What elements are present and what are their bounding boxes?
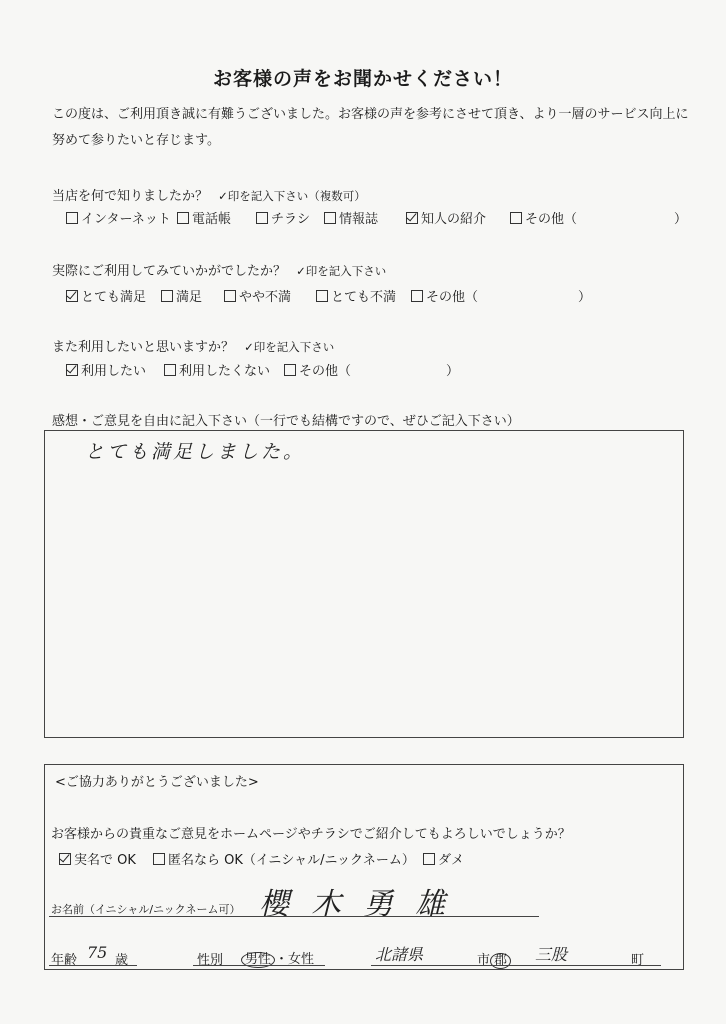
county-circled[interactable]: 郡: [490, 953, 511, 969]
question-3-text: また利用したいと思いますか？: [52, 340, 235, 355]
checkbox-icon[interactable]: [177, 212, 189, 224]
checkbox-icon[interactable]: [284, 364, 296, 376]
thanks-text: <ご協力ありがとうございました>: [55, 775, 259, 790]
check-mark-icon: ✓: [296, 264, 306, 278]
question-2: [52, 260, 386, 279]
address-underline: [371, 965, 661, 966]
question-1-hint: ✓印を記入下さい（複数可）: [218, 189, 366, 203]
age-underline: [49, 965, 137, 966]
intro-text: この度は、ご利用頂き誠に有難うございました。お客様の声を参考にさせて頂き、より一層のサービス向上に努めて参りたいと存じます。: [52, 107, 689, 148]
gender-underline: [193, 965, 325, 966]
checkbox-icon[interactable]: [224, 290, 236, 302]
question-2-options: [66, 286, 706, 306]
checkbox-icon[interactable]: [164, 364, 176, 376]
checkbox-icon[interactable]: [324, 212, 336, 224]
q1-option-internet[interactable]: インターネット: [66, 208, 171, 227]
checkbox-icon[interactable]: [66, 212, 78, 224]
permission-anonymous[interactable]: 匿名なら OK（イニシャル/ニックネーム）: [153, 849, 415, 868]
permission-no[interactable]: ダメ: [423, 849, 464, 868]
q1-option-phonebook[interactable]: 電話帳: [177, 208, 231, 227]
city-label: 市: [477, 953, 491, 968]
checkbox-icon[interactable]: [153, 853, 165, 865]
page-title: お客様の声をお聞かせください！: [212, 68, 513, 90]
prefecture-handwritten: 北諸県: [375, 945, 424, 964]
question-3: [52, 336, 334, 355]
consent-section: [44, 764, 684, 970]
q2-option-somewhat-dissatisfied[interactable]: やや不満: [224, 286, 291, 305]
age-handwritten: 75: [87, 943, 108, 962]
name-label: お名前（イニシャル/ニックネーム可）: [51, 903, 241, 916]
check-mark-icon: ✓: [244, 340, 254, 354]
q2-option-other[interactable]: その他（: [411, 286, 478, 305]
gender-label: 性別: [197, 953, 224, 968]
question-3-options: [66, 360, 706, 380]
town-label: 町: [631, 953, 645, 968]
checkbox-checked-icon[interactable]: [66, 364, 78, 376]
checkbox-icon[interactable]: [411, 290, 423, 302]
gender-female[interactable]: 女性: [288, 952, 315, 967]
q1-option-flyer[interactable]: チラシ: [256, 208, 310, 227]
q3-option-will-use[interactable]: 利用したい: [66, 360, 146, 379]
name-handwritten: 櫻木勇雄: [259, 887, 467, 922]
gender-options[interactable]: 男性 ・女性: [241, 948, 314, 968]
checkbox-icon[interactable]: [161, 290, 173, 302]
question-1-text: 当店を何で知りましたか？: [52, 189, 209, 204]
permission-question: お客様からの貴重なご意見をホームページやチラシでご紹介してもよろしいでしょうか？: [51, 827, 571, 842]
age-unit: 歳: [115, 953, 129, 968]
address-type[interactable]: [477, 949, 511, 969]
question-1-options: [66, 208, 706, 228]
q2-other-close-paren: ）: [578, 290, 592, 305]
town-handwritten: 三股: [535, 945, 568, 964]
checkbox-icon[interactable]: [316, 290, 328, 302]
comment-handwritten-text: とても満足しました。: [85, 441, 306, 463]
checkbox-icon[interactable]: [423, 853, 435, 865]
gender-male-circled[interactable]: 男性: [241, 952, 275, 968]
q3-option-will-not-use[interactable]: 利用したくない: [164, 360, 270, 379]
question-3-hint: ✓印を記入下さい: [244, 340, 335, 354]
question-2-text: 実際にご利用してみていかがでしたか？: [52, 264, 287, 279]
checkbox-icon[interactable]: [256, 212, 268, 224]
permission-real-name[interactable]: 実名で OK: [59, 849, 136, 868]
comment-textarea[interactable]: [44, 430, 684, 738]
name-underline: [49, 916, 539, 917]
checkbox-checked-icon[interactable]: [59, 853, 71, 865]
question-2-hint: ✓印を記入下さい: [296, 264, 387, 278]
checkbox-icon[interactable]: [510, 212, 522, 224]
comment-label: 感想・ご意見を自由に記入下さい（一行でも結構ですので、ぜひご記入下さい）: [52, 414, 520, 429]
q3-option-other[interactable]: その他（: [284, 360, 351, 379]
checkbox-checked-icon[interactable]: [66, 290, 78, 302]
q1-option-other[interactable]: その他（: [510, 208, 577, 227]
q3-other-close-paren: ）: [446, 364, 460, 379]
q2-option-very-satisfied[interactable]: とても満足: [66, 286, 146, 305]
check-mark-icon: ✓: [218, 189, 228, 203]
checkbox-checked-icon[interactable]: [406, 212, 418, 224]
q1-option-referral[interactable]: 知人の紹介: [406, 208, 486, 227]
question-1: [52, 185, 366, 204]
q1-option-magazine[interactable]: 情報誌: [324, 208, 378, 227]
age-label: 年齢: [51, 953, 78, 968]
q2-option-very-dissatisfied[interactable]: とても不満: [316, 286, 396, 305]
q1-other-close-paren: ）: [674, 212, 688, 227]
q2-option-satisfied[interactable]: 満足: [161, 286, 202, 305]
